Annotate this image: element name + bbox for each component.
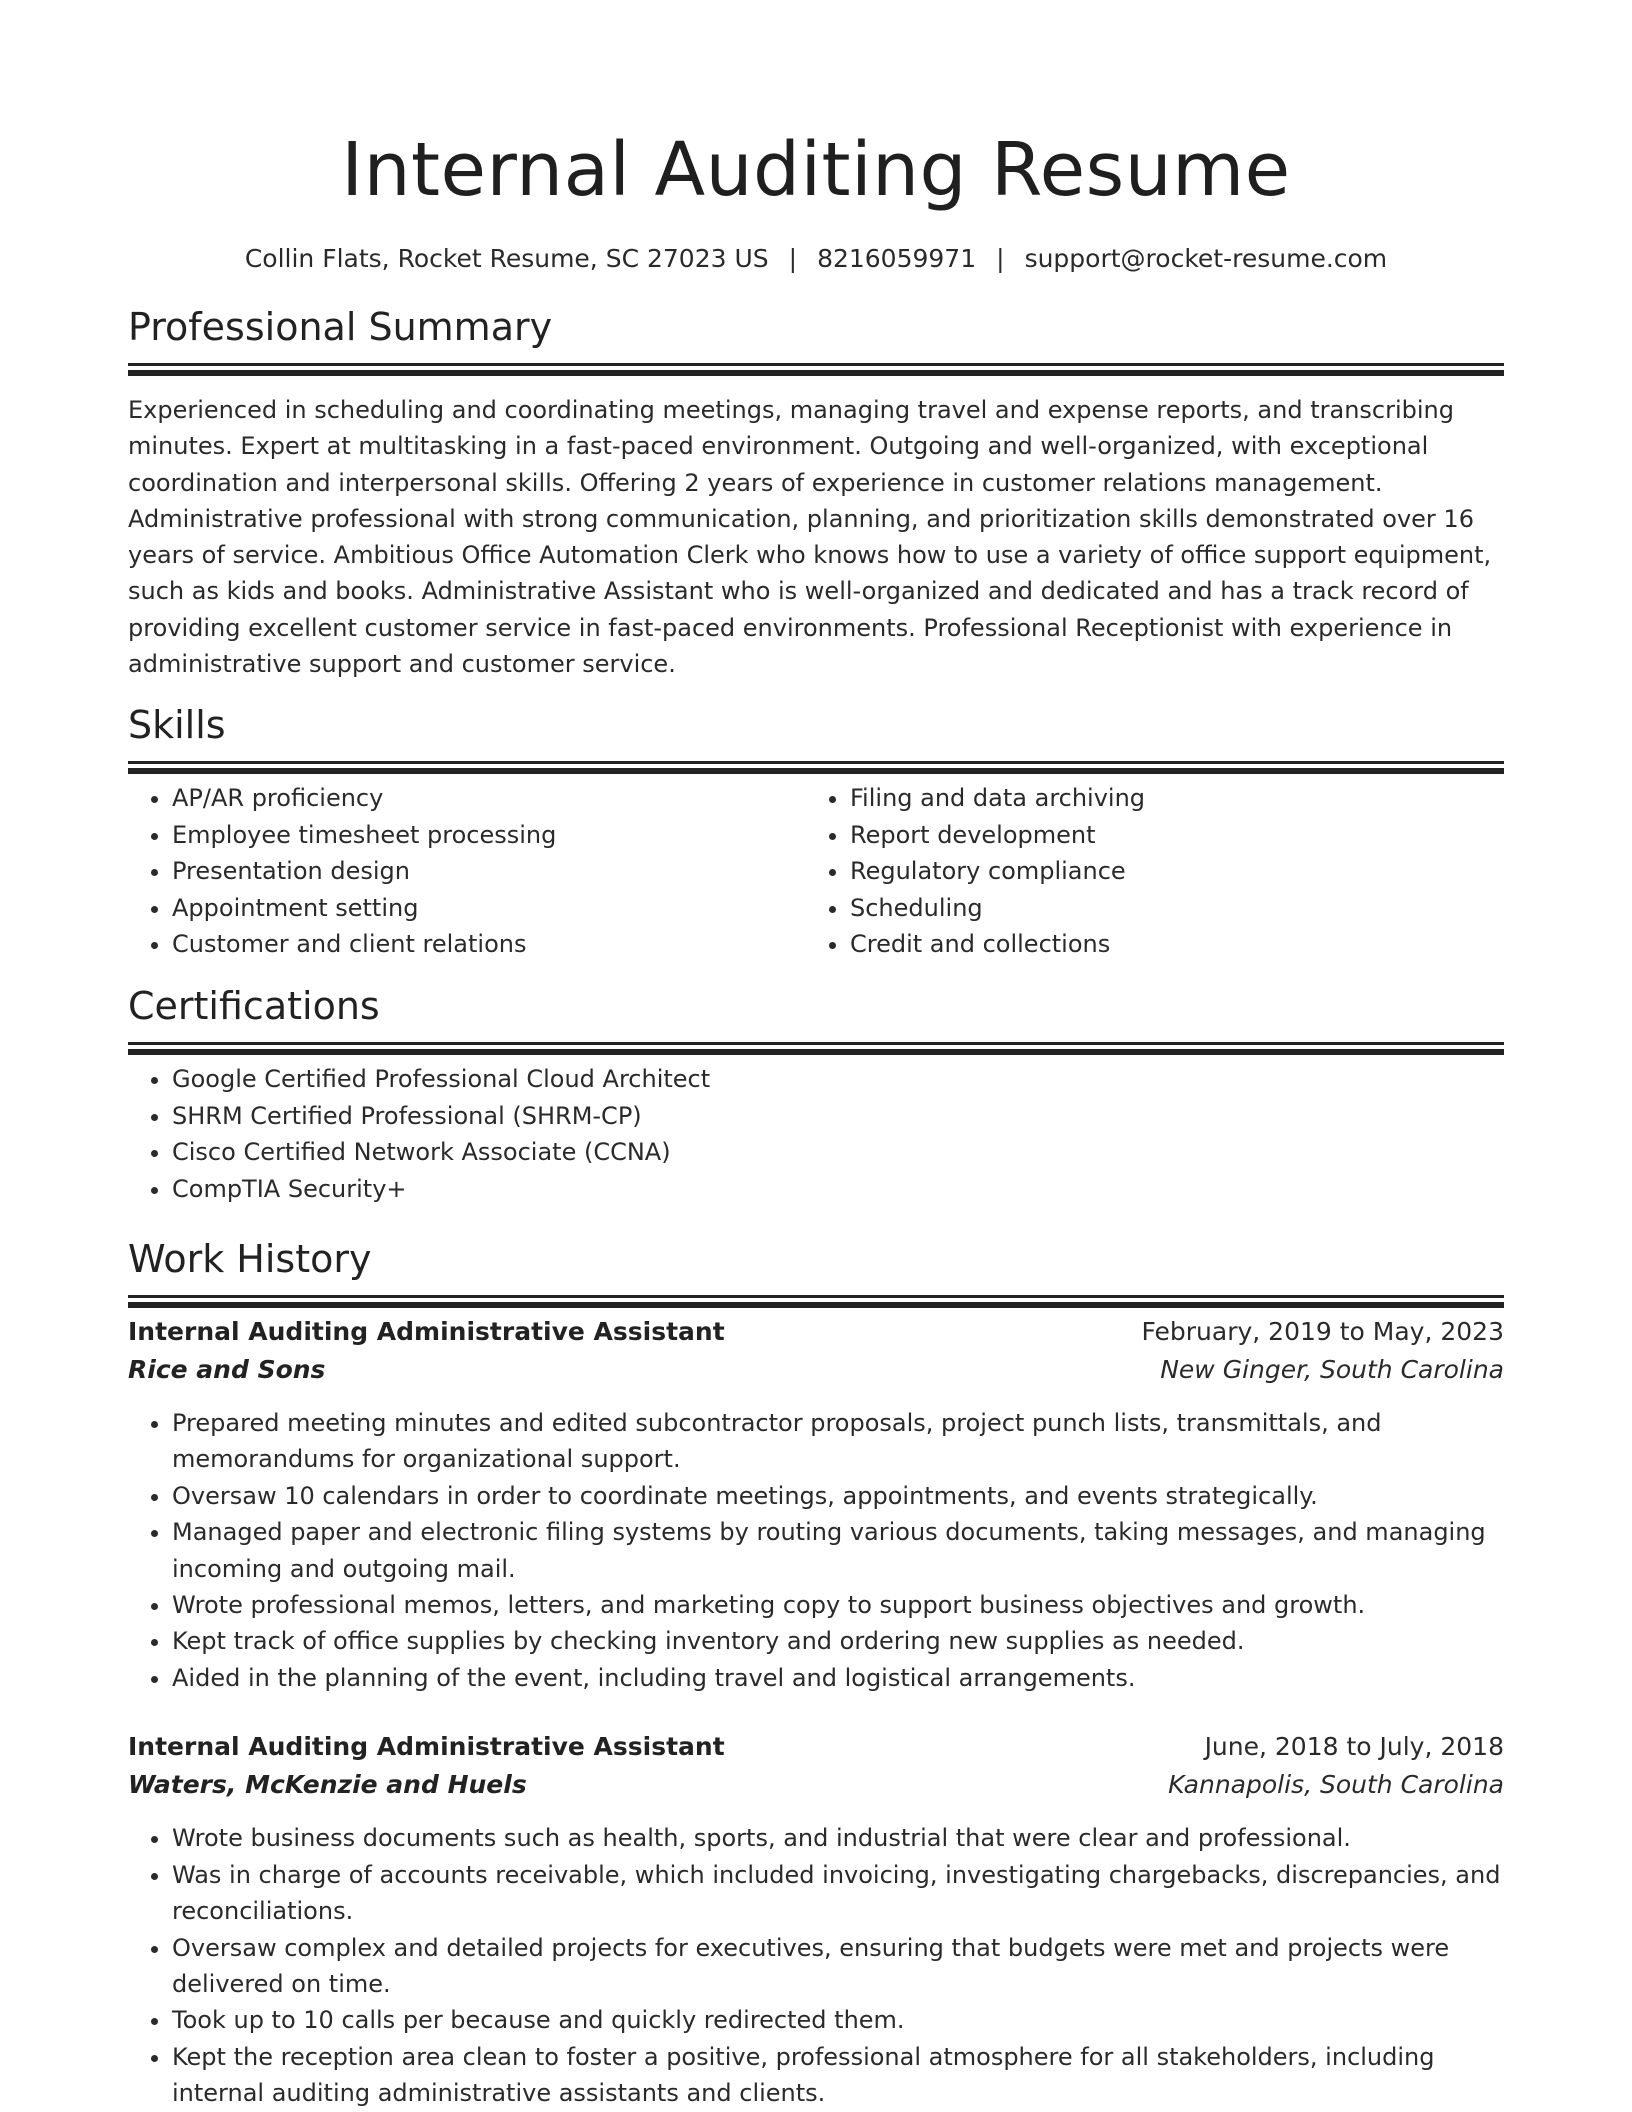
list-item: • Google Certified Professional Cloud Architect: [172, 1061, 1504, 1097]
job-location: Kannapolis, South Carolina: [1168, 1770, 1504, 1800]
job-title: Internal Auditing Administrative Assistant: [128, 1317, 725, 1347]
contact-phone: 8216059971: [817, 244, 977, 273]
skills-list-left: [128, 780, 806, 962]
job-location: New Ginger, South Carolina: [1160, 1355, 1504, 1385]
list-item: • Oversaw 10 calendars in order to coordinate meetings, appointments, and events strategically.: [172, 1478, 1504, 1514]
list-item: • Report development: [850, 817, 1484, 853]
list-item: • Oversaw complex and detailed projects for executives, ensuring that budgets were met and projects were delivered on time.: [172, 1930, 1504, 2003]
skills-column-right: [806, 780, 1484, 962]
resume-page: [128, 0, 1504, 2112]
list-item: • AP/AR proficiency: [172, 780, 806, 816]
certifications-list: [128, 1061, 1504, 1207]
summary-text: Experienced in scheduling and coordinating meetings, managing travel and expense reports, and transcribing minutes. Expert at multitasking in a fast-paced environment. Outgoing and well-organized, with exceptional coordination and interpersonal skills. Offering 2 years of experience in customer relations management. Administrative professional with strong communication, planning, and prioritization skills demonstrated over 16 years of service. Ambitious Office Automation Clerk who knows how to use a variety of office support equipment, such as kids and books. Administrative Assistant who is well-organized and dedicated and has a track record of providing excellent customer service in fast-paced environments. Professional Receptionist with experience in administrative support and customer service.: [128, 396, 1492, 679]
list-item: • Was in charge of accounts receivable, which included invoicing, investigating chargebacks, discrepancies, and reconciliations.: [172, 1857, 1504, 1930]
job-entry: [128, 1728, 1504, 2111]
resume-title: Internal Auditing Resume: [341, 127, 1291, 213]
job-title: Internal Auditing Administrative Assistant: [128, 1732, 725, 1762]
certifications-section: [128, 982, 1504, 1207]
summary-section: [128, 303, 1504, 682]
list-item: • Prepared meeting minutes and edited subcontractor proposals, project punch lists, transmittals, and memorandums for organizational support.: [172, 1405, 1504, 1478]
list-item: • Wrote professional memos, letters, and marketing copy to support business objectives and growth.: [172, 1587, 1504, 1623]
section-heading-certifications: Certifications: [128, 984, 380, 1029]
list-item: • Presentation design: [172, 853, 806, 889]
section-divider: [128, 761, 1504, 764]
job-header-row: [128, 1728, 1504, 1766]
list-item: • Aided in the planning of the event, including travel and logistical arrangements.: [172, 1660, 1504, 1696]
list-item: • Appointment setting: [172, 890, 806, 926]
job-duties-list: [128, 1405, 1504, 1696]
job-subheader-row: [128, 1766, 1504, 1804]
list-item: • Took up to 10 calls per because and quickly redirected them.: [172, 2002, 1504, 2038]
section-heading-skills: Skills: [128, 703, 226, 748]
job-entry: [128, 1313, 1504, 1696]
contact-separator: |: [996, 244, 1005, 273]
skills-column-left: [128, 780, 806, 962]
list-item: • Cisco Certified Network Associate (CCNA): [172, 1134, 1504, 1170]
contact-email: support@rocket-resume.com: [1024, 244, 1388, 273]
list-item: • Wrote business documents such as health, sports, and industrial that were clear and professional.: [172, 1820, 1504, 1856]
list-item: • Scheduling: [850, 890, 1484, 926]
list-item: • Credit and collections: [850, 926, 1484, 962]
contact-line: [128, 242, 1504, 276]
list-item: • Kept track of office supplies by checking inventory and ordering new supplies as needed.: [172, 1623, 1504, 1659]
list-item: • Regulatory compliance: [850, 853, 1484, 889]
job-dates: June, 2018 to July, 2018: [1204, 1732, 1504, 1762]
section-divider: [128, 363, 1504, 366]
list-item: • SHRM Certified Professional (SHRM-CP): [172, 1098, 1504, 1134]
skills-list-right: [806, 780, 1484, 962]
list-item: • Customer and client relations: [172, 926, 806, 962]
job-dates: February, 2019 to May, 2023: [1141, 1317, 1504, 1347]
list-item: • Managed paper and electronic filing systems by routing various documents, taking messages, and managing incoming and outgoing mail.: [172, 1514, 1504, 1587]
work-history-section: [128, 1235, 1504, 2112]
job-company: Waters, McKenzie and Huels: [128, 1770, 527, 1800]
skills-grid: [128, 780, 1504, 962]
job-duties-list: [128, 1820, 1504, 2111]
section-divider: [128, 1295, 1504, 1298]
list-item: • Filing and data archiving: [850, 780, 1484, 816]
contact-address: Collin Flats, Rocket Resume, SC 27023 US: [244, 244, 769, 273]
list-item: • Kept the reception area clean to foster a positive, professional atmosphere for all stakeholders, including internal auditing administrative assistants and clients.: [172, 2039, 1504, 2112]
job-company: Rice and Sons: [128, 1355, 326, 1385]
list-item: • Employee timesheet processing: [172, 817, 806, 853]
skills-section: [128, 701, 1504, 962]
list-item: • CompTIA Security+: [172, 1171, 1504, 1207]
section-heading-work-history: Work History: [128, 1237, 372, 1282]
job-header-row: [128, 1313, 1504, 1351]
job-subheader-row: [128, 1351, 1504, 1389]
section-divider: [128, 1042, 1504, 1045]
contact-separator: |: [788, 244, 798, 273]
section-heading-summary: Professional Summary: [128, 305, 553, 349]
